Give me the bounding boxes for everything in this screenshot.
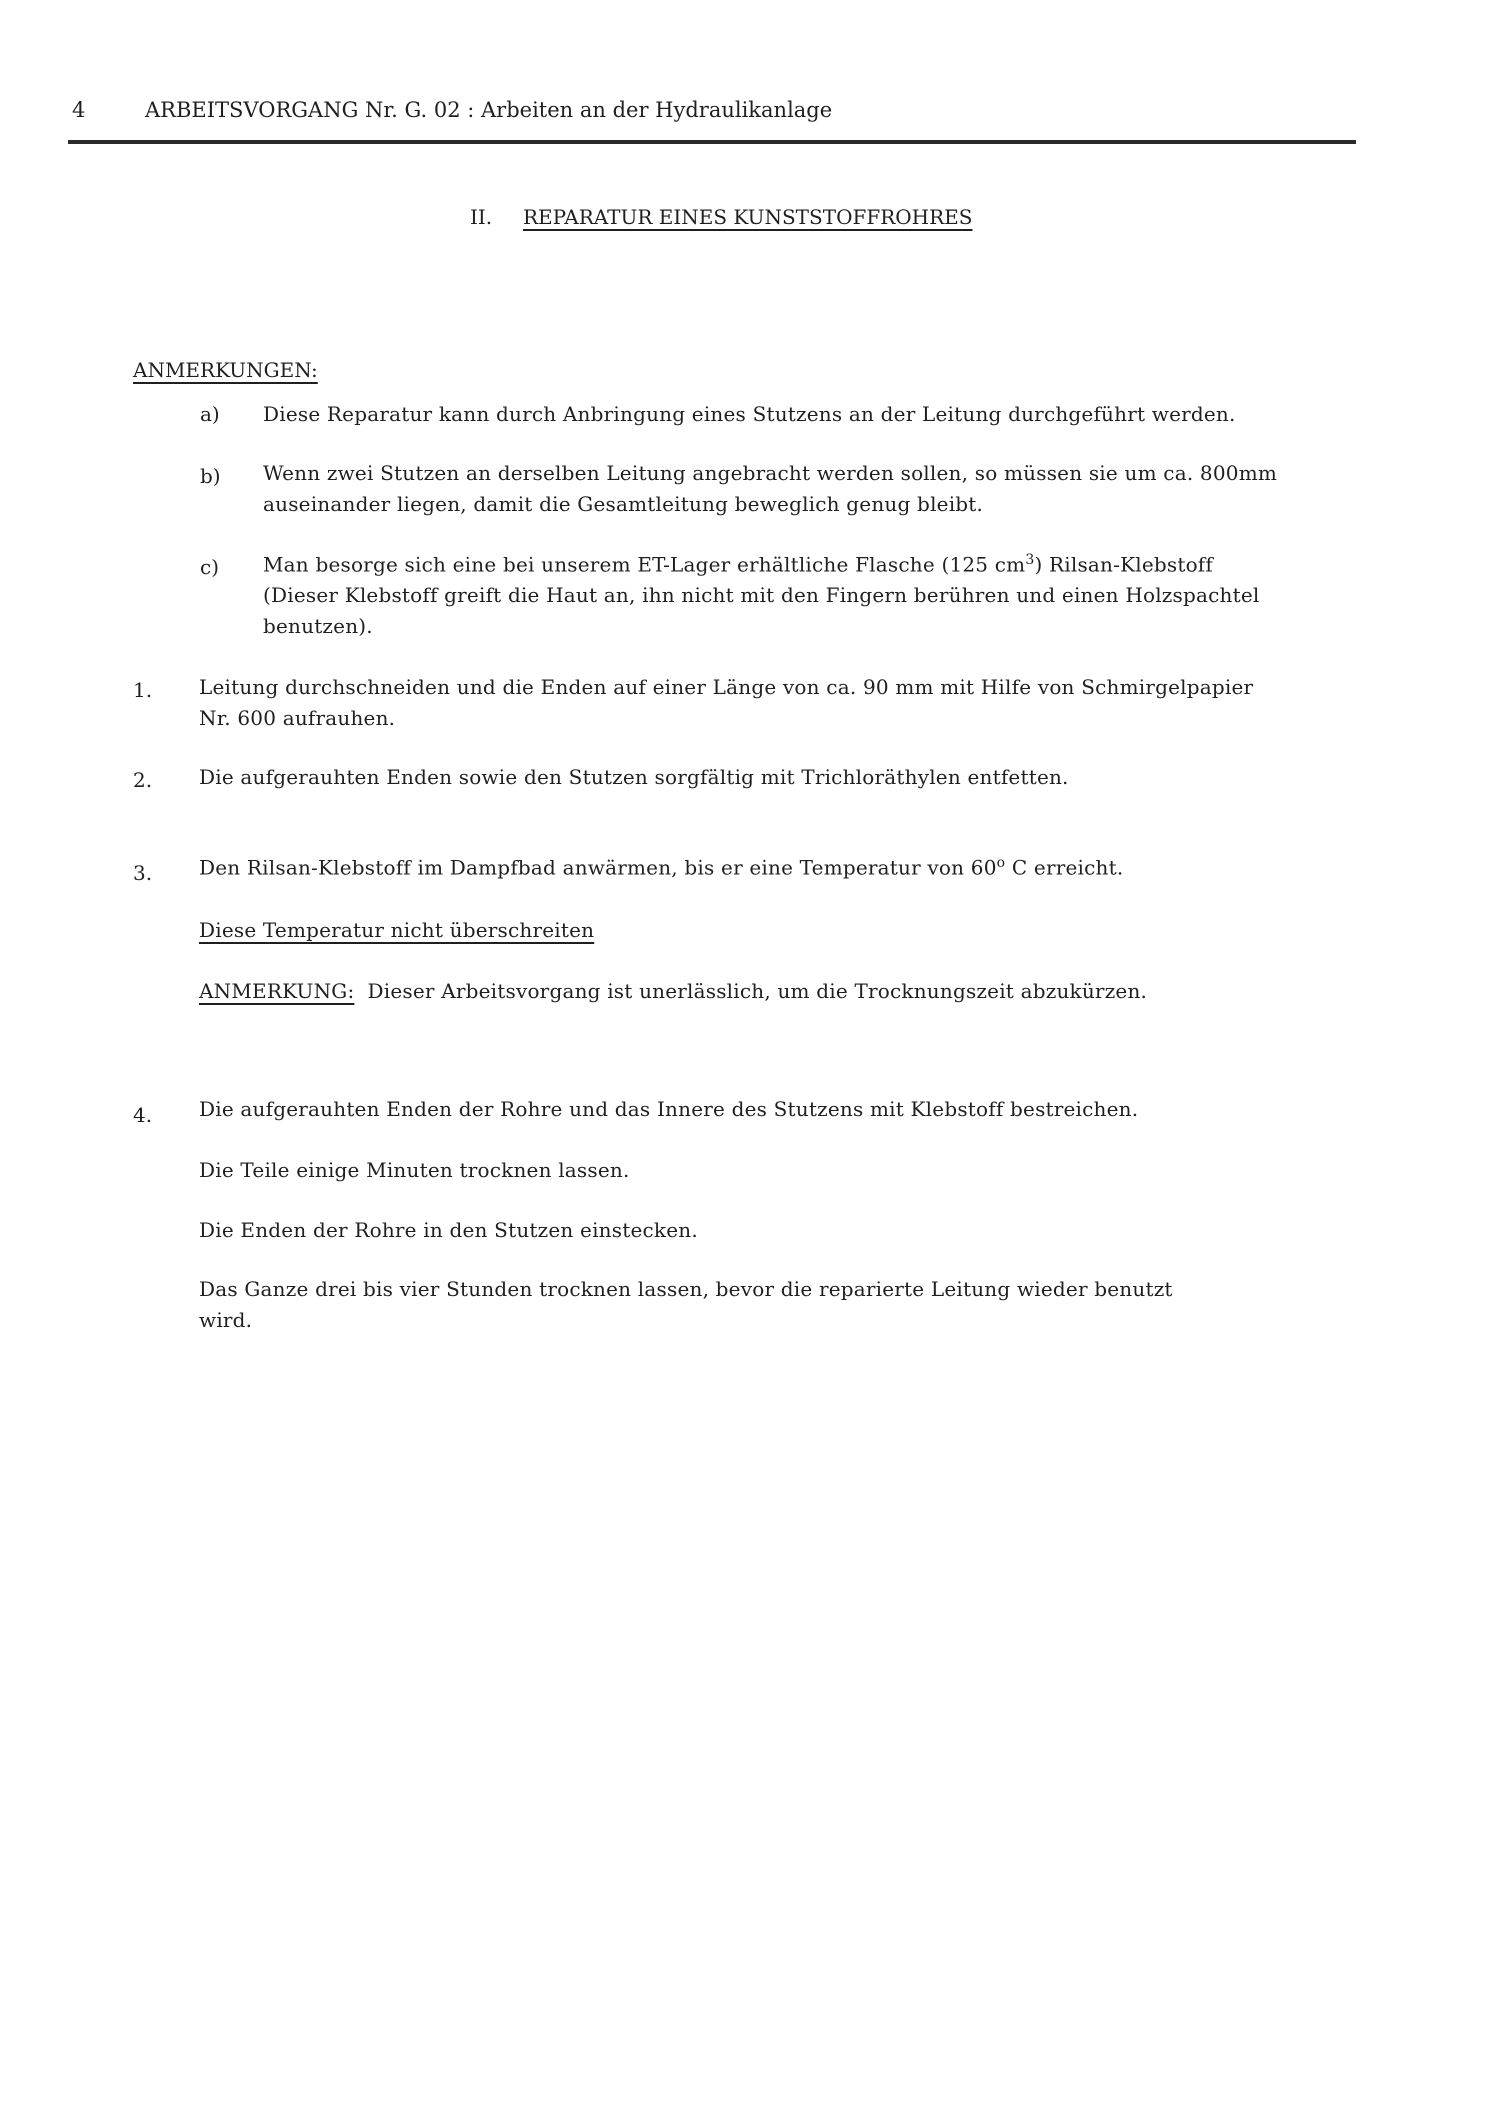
- step-number-2: 2.: [133, 768, 153, 792]
- step-number-3: 3.: [133, 861, 153, 885]
- note-marker-b: b): [200, 464, 221, 488]
- step-1-line1: Leitung durchschneiden und die Enden auf einer Länge von ca. 90 mm mit Hilfe von Schmirgelpapier: [199, 675, 1254, 699]
- note-marker-c: c): [200, 555, 220, 579]
- step-number-1: 1.: [133, 678, 153, 702]
- page-number: 4: [72, 98, 86, 122]
- step-3-note-text: Dieser Arbeitsvorgang ist unerlässlich, um die Trocknungszeit abzukürzen.: [367, 979, 1148, 1003]
- step-4-paragraph-2: Die Teile einige Minuten trocknen lassen.: [199, 1158, 630, 1182]
- step-2-text: Die aufgerauhten Enden sowie den Stutzen sorgfältig mit Trichloräthylen entfetten.: [199, 765, 1069, 789]
- step-3-text-before: Den Rilsan-Klebstoff im Dampfbad anwärmen, bis er eine Temperatur von 60: [199, 855, 997, 880]
- step-4-paragraph-3: Die Enden der Rohre in den Stutzen einstecken.: [199, 1218, 698, 1242]
- section-title: REPARATUR EINES KUNSTSTOFFROHRES: [523, 205, 973, 229]
- step-3-text-after: C erreicht.: [1005, 855, 1124, 880]
- note-text-b-line1: Wenn zwei Stutzen an derselben Leitung angebracht werden sollen, so müssen sie um ca. 800mm: [263, 461, 1278, 485]
- step-3-note: [199, 979, 1147, 1003]
- note-text-b-line2: auseinander liegen, damit die Gesamtleitung beweglich genug bleibt.: [263, 492, 984, 516]
- document-header-title: ARBEITSVORGANG Nr. G. 02 : Arbeiten an der Hydraulikanlage: [145, 98, 833, 122]
- step-4-final-line1: Das Ganze drei bis vier Stunden trocknen lassen, bevor die reparierte Leitung wieder benutzt: [199, 1277, 1173, 1301]
- note-text-c-line1-before: Man besorge sich eine bei unserem ET-Lager erhältliche Flasche (125 cm: [263, 552, 1026, 577]
- step-1-line2: Nr. 600 aufrauhen.: [199, 706, 396, 730]
- step-3-note-label: ANMERKUNG:: [199, 979, 355, 1003]
- note-text-c-line1-after: ) Rilsan-Klebstoff: [1034, 552, 1214, 577]
- step-4-paragraph-1: Die aufgerauhten Enden der Rohre und das Innere des Stutzens mit Klebstoff bestreichen.: [199, 1097, 1139, 1121]
- note-text-a: Diese Reparatur kann durch Anbringung eines Stutzens an der Leitung durchgeführt werden.: [263, 402, 1236, 426]
- note-marker-a: a): [200, 402, 220, 426]
- step-4-final-line2: wird.: [199, 1308, 253, 1332]
- section-number: II.: [470, 205, 493, 229]
- superscript-three: 3: [1025, 552, 1035, 568]
- degree-superscript: o: [996, 855, 1006, 871]
- step-number-4: 4.: [133, 1103, 153, 1127]
- note-text-c-line3: benutzen).: [263, 614, 373, 638]
- notes-heading: ANMERKUNGEN:: [133, 358, 318, 382]
- note-text-c-line2: (Dieser Klebstoff greift die Haut an, ihn nicht mit den Fingern berühren und einen Holzspachtel: [263, 583, 1260, 607]
- note-text-c-line1: [263, 552, 1213, 577]
- step-3-warning: Diese Temperatur nicht überschreiten: [199, 918, 595, 942]
- step-3-text: [199, 855, 1123, 880]
- header-divider: [68, 140, 1356, 144]
